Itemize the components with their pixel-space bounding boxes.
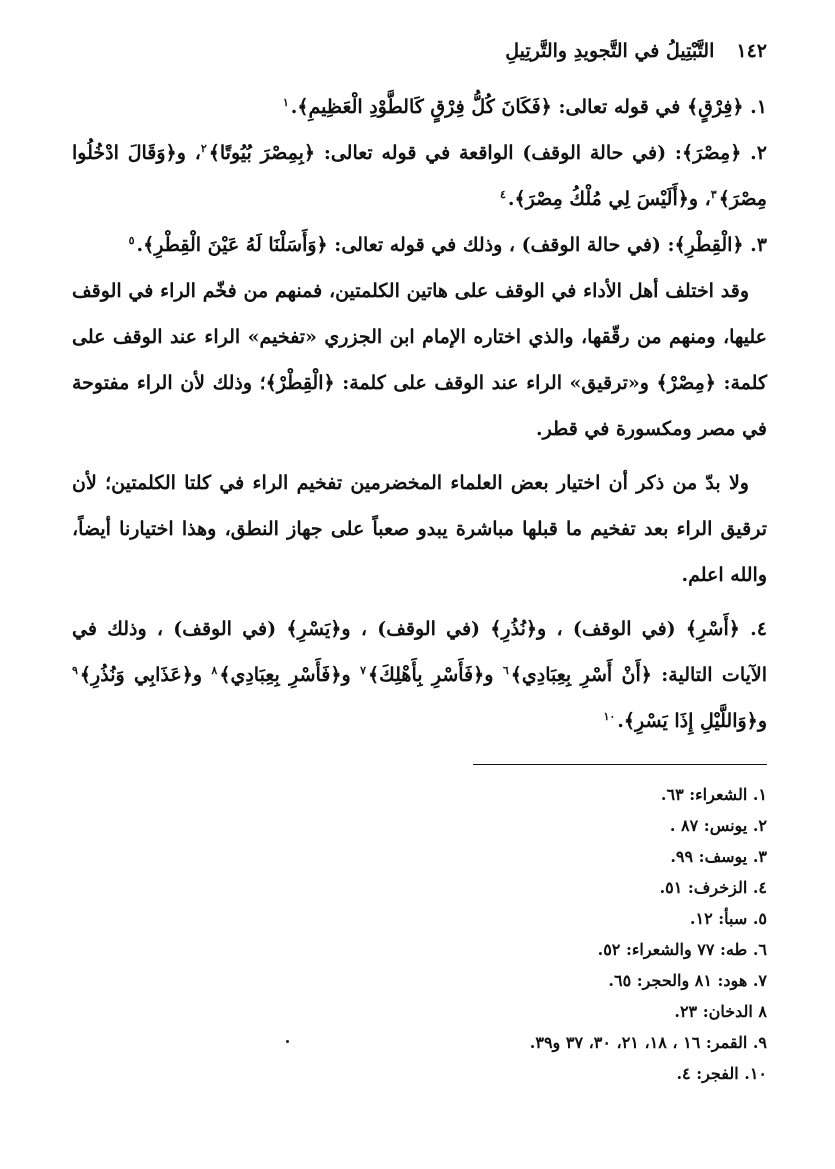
footnote-ref: ٢ [200,141,207,155]
book-title: التَّبْتِيلُ في التَّجويدِ والتَّرتِيلِ [505,40,715,62]
quran-quote: ﴿مِصْرَ﴾ [681,142,742,164]
quran-quote: ﴿أَسْرِ﴾ [685,618,740,640]
paragraph-disagreement: وقد اختلف أهل الأداء في الوقف على هاتين الكلمتين، فمنهم من فخّم الراء في الوقف عليها، ومنهم من رقّقها، والذي اختاره الإمام ابن الجزري «تفخيم» الراء عند الوقف على كلمة: ﴿مِصْرْ﴾ و«ترقيق» الراء عند الوقف على كلمة: ﴿الْقِطْرْ﴾؛ وذلك لأن الراء مفتوحة في مصر ومكسورة في قطر. [72,280,767,440]
quran-quote: ﴿فَأَسْرِ بِعِبَادِي﴾ [219,664,342,686]
book-page [72,28,767,1089]
footnote: ٧. هود: ٨١ والحجر: ٦٥. [608,971,767,990]
footnote: ١. الشعراء: ٦٣. [660,785,767,804]
footnote-ref: ٩ [72,663,78,677]
item-number: ٣. [743,234,767,256]
item-text: و [192,664,212,686]
footnote-ref: ٣ [710,187,717,201]
footnote: ١٠. الفجر: ٤. [676,1064,767,1083]
quran-quote: ﴿يَسْرِ﴾ [286,618,342,640]
item-number: ٤. [739,618,767,640]
quran-quote: ﴿فِرْقٍ﴾ [686,96,744,118]
item-text: : (في حالة الوقف) الواقعة في قوله تعالى: [315,142,682,164]
running-head [72,28,767,74]
page-number: ١٤٢ [736,40,767,62]
quran-quote: ﴿فَأَسْرِ بِأَهْلِكَ﴾ [367,664,485,686]
item-text: : (في حالة الوقف) ، وذلك في قوله تعالى: [327,234,675,256]
item-text: (في الوقف) ، وذلك في الآيات التالية: [72,618,768,686]
main-text [72,84,767,744]
page-speck [286,1040,289,1043]
item-text: (في الوقف) ، و [341,618,491,640]
quran-quote: ﴿وَاللَّيْلِ إِذَا يَسْرِ﴾. [617,710,758,732]
footnote: ٦. طه: ٧٧ والشعراء: ٥٢. [597,940,767,959]
quran-quote: ﴿الْقِطْرِ﴾ [674,234,744,256]
footnote-ref: ٤ [499,187,506,201]
footnote-ref: ١ [282,95,289,109]
quran-quote: ﴿وَأَسَلْنَا لَهُ عَيْنَ الْقِطْرِ﴾. [136,234,328,256]
footnote-ref: ٦ [502,663,509,677]
footnote: ٨ الدخان: ٢٣. [674,1002,767,1021]
list-item-1 [72,84,767,130]
footnote: ٩. القمر: ١٦ ، ١٨، ٢١، ٣٠، ٣٧ و٣٩. [529,1033,767,1052]
quran-quote: ﴿نُذُرِ﴾ [490,618,537,640]
item-text: و [341,664,361,686]
list-item-3 [72,222,767,268]
footnote-divider [473,764,767,765]
footnotes [72,779,767,1089]
item-text: في قوله تعالى: [551,96,687,118]
quran-quote: ﴿عَذَابِي وَنُذُرِ﴾ [79,664,193,686]
item-text: ، و [688,188,711,210]
footnote-ref: ١٠ [603,709,616,723]
item-text: (في الوقف) ، و [537,618,686,640]
quran-quote: ﴿وَقَالَ ادْخُلُوا مِصْرَ﴾ [72,142,767,210]
item-number: ١. [743,96,767,118]
item-number: ٢. [741,142,768,164]
quran-quote: ﴿بِمِصْرَ بُيُوتًا﴾ [208,142,315,164]
footnote-ref: ٧ [360,663,366,677]
quran-quote: ﴿أَلَيْسَ لِي مُلْكُ مِصْرَ﴾. [507,188,689,210]
list-item-2 [72,130,767,222]
footnote: ٥. سبأ: ١٢. [689,909,767,928]
item-text: و [484,664,503,686]
quran-quote: ﴿فَكَانَ كُلُّ فِرْقٍ كَالطَّوْدِ الْعَظِيمِ﴾. [290,96,552,118]
list-item-4 [72,606,767,744]
footnote: ٣. يوسف: ٩٩. [670,847,767,866]
item-text: و [757,710,767,732]
item-text: ، و [176,142,201,164]
paragraph-choice: ولا بدّ من ذكر أن اختيار بعض العلماء المخضرمين تفخيم الراء في كلتا الكلمتين؛ لأن ترقيق الراء بعد تفخيم ما قبلها مباشرة يبدو صعباً على جهاز النطق، وهذا اختيارنا أيضاً، والله اعلم. [72,472,767,586]
footnote: ٤. الزخرف: ٥١. [659,878,767,897]
footnote: ٢. يونس: ٨٧ . [669,816,767,835]
footnote-ref: ٨ [211,663,218,677]
footnote-ref: ٥ [128,233,135,247]
quran-quote: ﴿أَنْ أَسْرِ بِعِبَادِي﴾ [510,664,652,686]
